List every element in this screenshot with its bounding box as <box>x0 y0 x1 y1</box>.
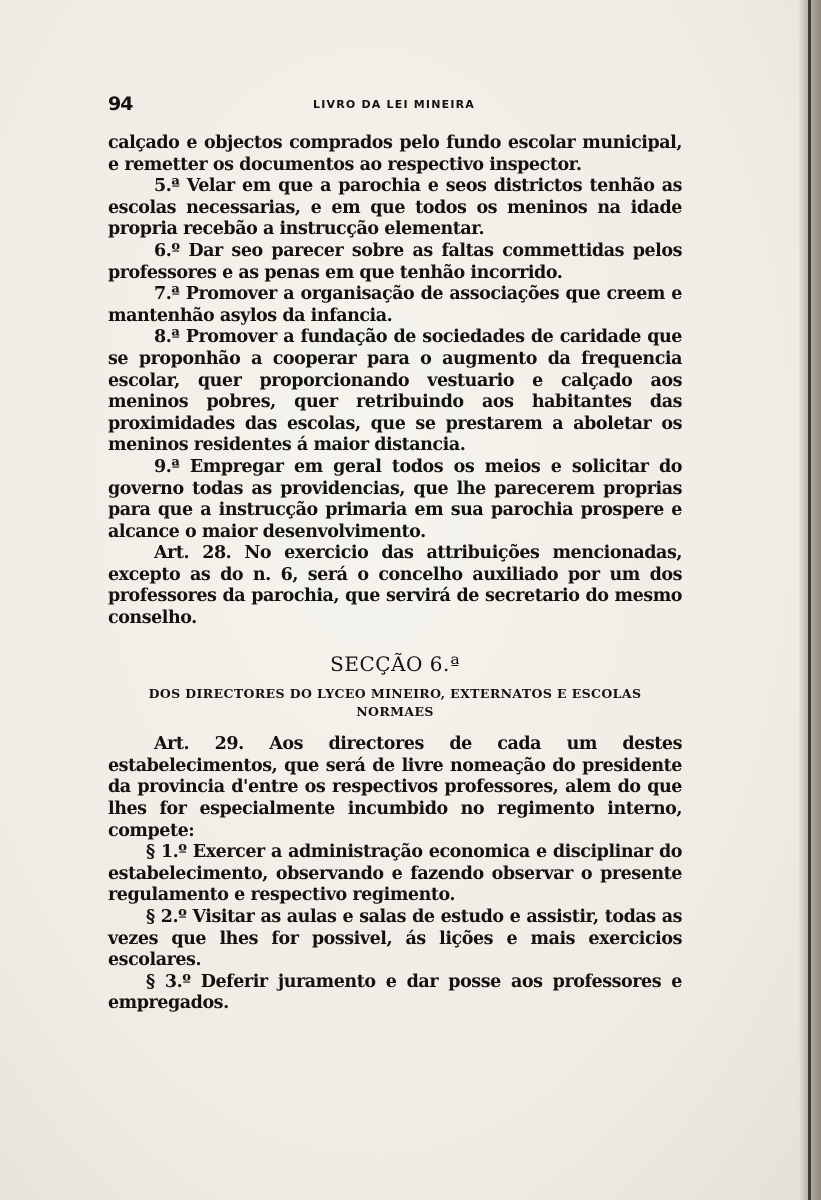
body-text <box>108 133 682 1015</box>
paragraph-continuation: calçado e objectos comprados pelo fundo escolar municipal, e remetter os documentos ao respectivo inspector. <box>108 133 682 175</box>
section-heading: SECÇÃO 6.ª <box>330 651 460 676</box>
paragraph-art-29: Art. 29. Aos directores de cada um destes estabelecimentos, que será de livre nomeação do presidente da provincia d'entre os respectivos professores, alem do que lhes for especialmente incumbido no regimento interno, compete: <box>108 734 682 841</box>
page-header <box>108 95 688 115</box>
section-subtitle: DOS DIRECTORES DO LYCEO MINEIRO, EXTERNATOS E ESCOLAS NORMAES <box>148 686 642 720</box>
paragraph-item-6: 6.º Dar seo parecer sobre as faltas commettidas pelos professores e as penas em que tenhão incorrido. <box>108 240 682 283</box>
running-title: LIVRO DA LEI MINEIRA <box>313 98 476 111</box>
binding-line <box>808 0 811 1200</box>
paragraph-item-9: 9.ª Empregar em geral todos os meios e solicitar do governo todas as providencias, que lhe parecerem proprias para que a instrucção primaria em sua parochia prospere e alcance o maior desenvolvimento. <box>108 456 682 542</box>
paragraph-item-8: 8.ª Promover a fundação de sociedades de caridade que se proponhão a cooperar para o augmento da frequencia escolar, quer proporcionando vestuario e calçado aos meninos pobres, quer retribuindo aos habitantes das proximidades das escolas, que se prestarem a aboletar os meninos residentes á maior distancia. <box>108 327 682 456</box>
paragraph-item-5: 5.ª Velar em que a parochia e seos districtos tenhão as escolas necessarias, e em que todos os meninos na idade propria recebão a instrucção elementar. <box>108 176 682 240</box>
paragraph-section-3: § 3.º Deferir juramento e dar posse aos professores e empregados. <box>108 971 682 1014</box>
page-number: 94 <box>108 93 133 115</box>
paragraph-item-7: 7.ª Promover a organisação de associações que creem e mantenhão asylos da infancia. <box>108 284 682 326</box>
paragraph-section-1: § 1.º Exercer a administração economica e disciplinar do estabelecimento, observando e fazendo observar o presente regulamento e respectivo regimento. <box>108 842 682 906</box>
paragraph-art-28: Art. 28. No exercicio das attribuições mencionadas, excepto as do n. 6, será o concelho auxiliado por um dos professores da parochia, que servirá de secretario do mesmo conselho. <box>108 543 682 629</box>
paragraph-section-2: § 2.º Visitar as aulas e salas de estudo e assistir, todas as vezes que lhes for possivel, ás lições e mais exercicios escolares. <box>108 907 682 971</box>
